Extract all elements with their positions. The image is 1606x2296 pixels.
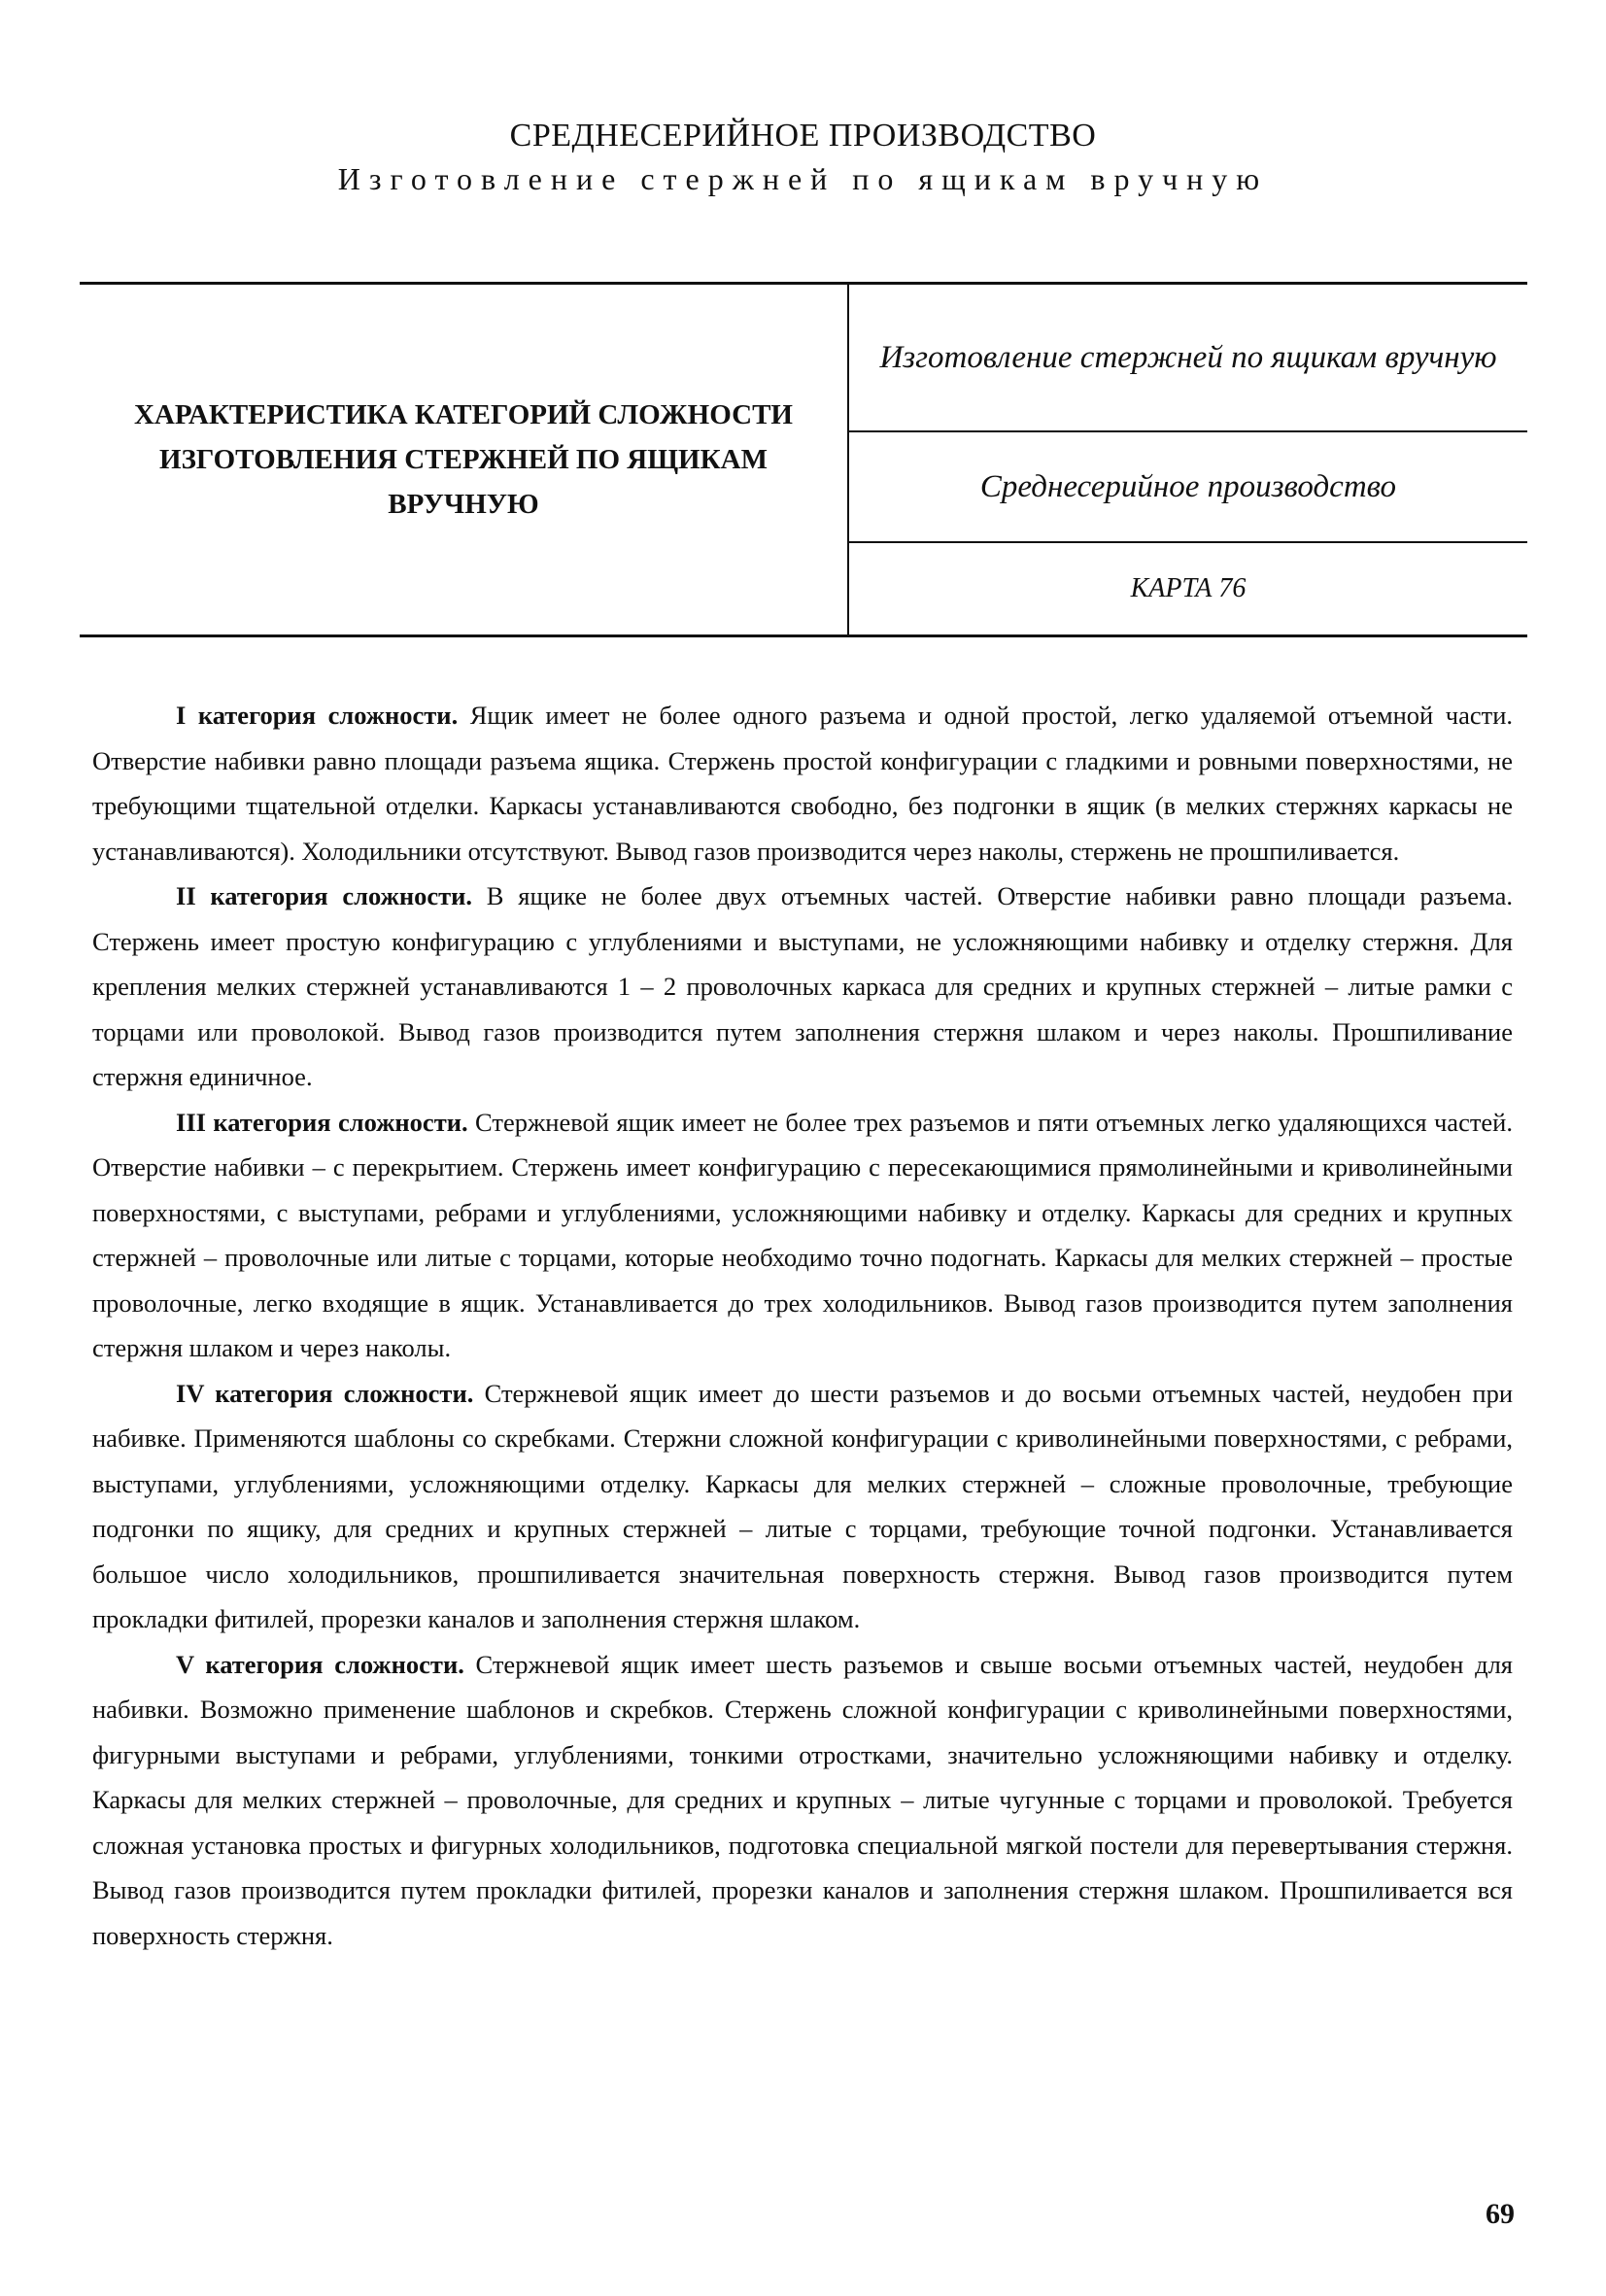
category-heading: III категория сложности. — [176, 1107, 468, 1137]
card-number-cell — [849, 543, 1527, 634]
category-heading: IV категория сложности. — [176, 1378, 474, 1408]
category-text: Ящик имеет не более одного разъема и одной простой, легко удаляемой отъемной части. Отверстие набивки равно площади разъема ящика. Стержень простой конфигурации с гладкими и ровными поверхностями, не требующими тщательной отделки. Каркасы устанавливаются свободно, без подгонки в ящик (в мелких стержнях каркасы не устанавливаются). Холодильники отсутствуют. Вывод газов производится через наколы, стержень не прошпиливается. — [92, 701, 1513, 866]
category-paragraph-3 — [92, 1100, 1513, 1371]
card-number: КАРТА 76 — [1130, 573, 1247, 603]
card-operation: Изготовление стержней по ящикам вручную — [879, 340, 1497, 375]
category-text: Стержневой ящик имеет шесть разъемов и свыше восьми отъемных частей, неудобен для набивки. Возможно применение шаблонов и скребков. Стержень сложной конфигурации с криволинейными поверхностями, фигурными выступами и ребрами, углублениями, тонкими отростками, значительно усложняющими набивку и отделку. Каркасы для мелких стержней – проволочные, для средних и крупных – литые чугунные с торцами и проволокой. Требуется сложная установка простых и фигурных холодильников, подготовка специальной мягкой постели для перевертывания стержня. Вывод газов производится путем прокладки фитилей, прорезки каналов и заполнения стержня шлаком. Прошпиливается вся поверхность стержня. — [92, 1649, 1513, 1950]
card-title: ХАРАКТЕРИСТИКА КАТЕГОРИЙ СЛОЖНОСТИ ИЗГОТОВЛЕНИЯ СТЕРЖНЕЙ ПО ЯЩИКАМ ВРУЧНУЮ — [133, 399, 793, 520]
category-paragraph-4 — [92, 1371, 1513, 1642]
category-text: В ящике не более двух отъемных частей. Отверстие набивки равно площади разъема. Стержень имеет простую конфигурацию с углублениями и выступами, не усложняющими набивку и отделку стержня. Для крепления мелких стержней устанавливаются 1 – 2 проволочных каркаса для средних и крупных стержней – литые рамки с торцами или проволокой. Вывод газов производится путем заполнения стержня шлаком и через наколы. Прошпиливание стержня единичное. — [92, 881, 1513, 1091]
card-production-cell — [849, 432, 1527, 543]
card-production-type: Среднесерийное производство — [979, 468, 1397, 504]
category-descriptions — [92, 693, 1513, 1958]
category-paragraph-5 — [92, 1642, 1513, 1959]
page-number: 69 — [1486, 2198, 1515, 2230]
category-paragraph-2 — [92, 874, 1513, 1100]
category-heading: V категория сложности. — [176, 1649, 464, 1679]
category-text: Стержневой ящик имеет не более трех разъемов и пяти отъемных легко удаляющихся частей. Отверстие набивки – с перекрытием. Стержень имеет конфигурацию с пересекающимися прямолинейными и криволинейными поверхностями, с выступами, ребрами и углублениями, усложняющими набивку и отделку. Каркасы для средних и крупных стержней – проволочные или литые с торцами, которые необходимо точно подогнать. Каркасы для мелких стержней – простые проволочные, легко входящие в ящик. Устанавливается до трех холодильников. Вывод газов производится путем заполнения стержня шлаком и через наколы. — [92, 1107, 1513, 1362]
category-paragraph-1 — [92, 693, 1513, 874]
page-subtitle: Изготовление стержней по ящикам вручную — [337, 161, 1269, 196]
page-title: СРЕДНЕСЕРИЙНОЕ ПРОИЗВОДСТВО — [509, 118, 1097, 154]
card-info-column — [849, 285, 1527, 634]
card-title-cell — [80, 285, 849, 634]
category-heading: I категория сложности. — [176, 701, 459, 730]
card-header-table — [80, 282, 1527, 637]
page-header — [0, 115, 1606, 200]
category-heading: II категория сложности. — [176, 881, 473, 910]
card-operation-cell — [849, 285, 1527, 432]
category-text: Стержневой ящик имеет до шести разъемов и до восьми отъемных частей, неудобен при набивке. Применяются шаблоны со скребками. Стержни сложной конфигурации с криволинейными поверхностями, с ребрами, выступами, углублениями, усложняющими отделку. Каркасы для мелких стержней – сложные проволочные, требующие подгонки по ящику, для средних и крупных стержней – литые с торцами, требующие точной подгонки. Устанавливается большое число холодильников, прошпиливается значительная поверхность стержня. Вывод газов производится путем прокладки фитилей, прорезки каналов и заполнения стержня шлаком. — [92, 1378, 1514, 1633]
